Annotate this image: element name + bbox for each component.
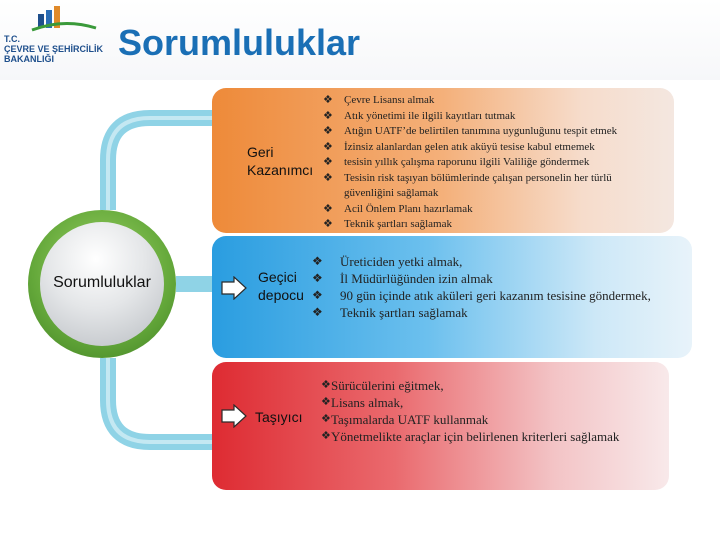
section-label-gecici-depocu: Geçici depocu: [258, 269, 304, 303]
diamond-bullet-icon: ❖: [323, 218, 333, 230]
arrow-right-icon: [221, 276, 247, 300]
section-label-geri-kazanimci: Geri Kazanımcı: [247, 144, 314, 178]
diamond-bullet-icon: ❖: [312, 254, 323, 268]
list-item: ❖ İl Müdürlüğünden izin almak: [312, 271, 493, 286]
diamond-bullet-icon: ❖: [323, 156, 333, 168]
logo-text: T.C. ÇEVRE VE ŞEHİRCİLİK BAKANLIĞI: [4, 34, 104, 64]
tasiyici-list: [321, 377, 620, 445]
diamond-bullet-icon: ❖: [321, 379, 331, 391]
list-item: ❖ Atığın UATF’de belirtilen tanımına uygunluğunu tespit etmek: [344, 124, 617, 140]
list-item: ❖ Taşımalarda UATF kullanmak: [321, 412, 489, 427]
geri-kazanimci-list: [323, 93, 618, 233]
diamond-bullet-icon: ❖: [323, 125, 333, 137]
list-item: ❖ Lisans almak,: [321, 395, 404, 410]
list-item: ❖ Atık yönetimi ile ilgili kayıtları tutmak: [344, 109, 617, 125]
diamond-bullet-icon: ❖: [323, 202, 333, 215]
diamond-bullet-icon: ❖: [323, 109, 333, 122]
list-item: ❖ Üreticiden yetki almak,: [312, 254, 463, 269]
page-title: Sorumluluklar: [118, 22, 361, 63]
list-item: ❖ Acil Önlem Planı hazırlamak: [344, 202, 617, 218]
center-label: Sorumluluklar: [53, 274, 151, 291]
diamond-bullet-icon: ❖: [312, 288, 323, 302]
diamond-bullet-icon: ❖: [323, 94, 333, 106]
list-item: ❖ tesisin yıllık çalışma raporunu ilgili Valiliğe göndermek: [344, 155, 617, 171]
list-item-continuation: güvenliğini sağlamak: [344, 187, 439, 199]
list-item: ❖ Sürücülerini eğitmek,: [321, 378, 444, 393]
list-item: ❖ Tesisin risk taşıyan bölümlerinde çalışan personelin her türlü: [344, 171, 617, 187]
diamond-bullet-icon: ❖: [321, 396, 331, 408]
diamond-bullet-icon: ❖: [323, 171, 333, 184]
gecici-depocu-list: [312, 253, 651, 321]
diamond-bullet-icon: ❖: [321, 413, 331, 425]
list-item: ❖ Yönetmelikte araçlar için belirlenen kriterleri sağlamak: [321, 429, 620, 444]
list-item: ❖ Çevre Lisansı almak: [344, 93, 617, 109]
section-label-tasiyici: Taşıyıcı: [255, 409, 303, 425]
diamond-bullet-icon: ❖: [323, 140, 333, 153]
list-item: ❖ 90 gün içinde atık aküleri geri kazanım tesisine göndermek,: [312, 288, 651, 303]
diamond-bullet-icon: ❖: [312, 305, 323, 319]
list-item: ❖ Teknik şartları sağlamak: [312, 305, 468, 320]
diamond-bullet-icon: ❖: [321, 430, 331, 442]
diamond-bullet-icon: ❖: [312, 271, 323, 285]
list-item: ❖ İzinsiz alanlardan gelen atık aküyü tesise kabul etmemek: [344, 140, 617, 156]
arrow-right-icon: [221, 404, 247, 428]
list-item: ❖ Teknik şartları sağlamak: [344, 217, 617, 233]
